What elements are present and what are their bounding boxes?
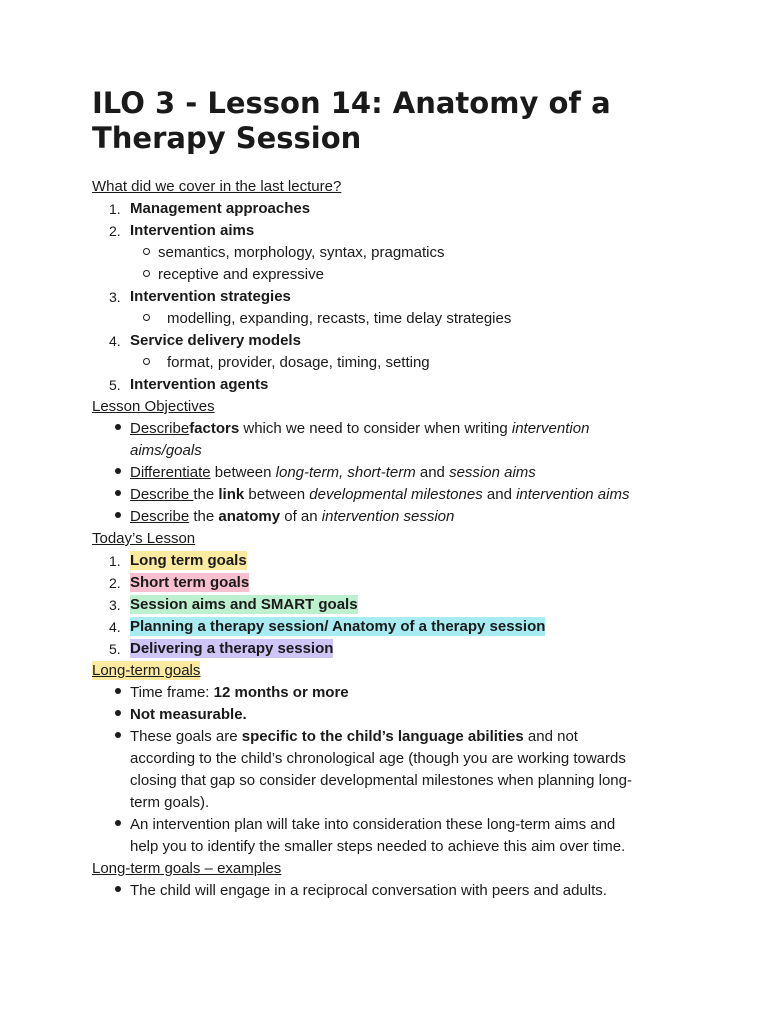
sub-list-item: format, provider, dosage, timing, setting bbox=[167, 354, 430, 371]
bullet-icon bbox=[115, 468, 121, 474]
sub-list-item: receptive and expressive bbox=[158, 266, 324, 283]
list-number: 3. bbox=[109, 597, 121, 613]
objectives-heading: Lesson Objectives bbox=[92, 398, 215, 415]
circle-bullet-icon bbox=[143, 248, 150, 255]
long-term-bullet: An intervention plan will take into consideration these long-term aims and bbox=[130, 816, 616, 833]
long-term-bullet-continued: closing that gap so consider developmental milestones when planning long- bbox=[130, 772, 632, 789]
long-term-heading: Long-term goals bbox=[92, 662, 201, 679]
circle-bullet-icon bbox=[143, 358, 150, 365]
today-item-planning: Planning a therapy session/ Anatomy of a therapy session bbox=[130, 618, 546, 635]
today-item-short-term: Short term goals bbox=[130, 574, 250, 591]
today-item-delivering: Delivering a therapy session bbox=[130, 640, 334, 657]
circle-bullet-icon bbox=[143, 314, 150, 321]
objective-item-continued: aims/goals bbox=[130, 442, 202, 459]
today-heading: Today’s Lesson bbox=[92, 530, 196, 547]
list-number: 3. bbox=[109, 289, 121, 305]
list-item: Service delivery models bbox=[130, 332, 301, 349]
list-number: 2. bbox=[109, 575, 121, 591]
long-term-bullet-continued: term goals). bbox=[130, 794, 210, 811]
bullet-icon bbox=[115, 886, 121, 892]
list-number: 4. bbox=[109, 619, 121, 635]
long-term-bullet-continued: help you to identify the smaller steps needed to achieve this aim over time. bbox=[130, 838, 626, 855]
bullet-icon bbox=[115, 710, 121, 716]
objective-item: Describe the link between developmental milestones and intervention aims bbox=[130, 486, 630, 503]
list-item: Intervention strategies bbox=[130, 288, 291, 305]
objective-item: Describe the anatomy of an intervention session bbox=[130, 508, 455, 525]
today-item-session-aims: Session aims and SMART goals bbox=[130, 596, 358, 613]
bullet-icon bbox=[115, 490, 121, 496]
long-term-bullet: These goals are specific to the child’s language abilities and not bbox=[130, 728, 578, 745]
list-number: 4. bbox=[109, 333, 121, 349]
list-number: 5. bbox=[109, 377, 121, 393]
list-item: Management approaches bbox=[130, 200, 311, 217]
bullet-icon bbox=[115, 424, 121, 430]
bullet-icon bbox=[115, 732, 121, 738]
bullet-icon bbox=[115, 820, 121, 826]
today-item-long-term: Long term goals bbox=[130, 552, 247, 569]
long-term-bullet: Not measurable. bbox=[130, 706, 247, 723]
examples-heading: Long-term goals – examples bbox=[92, 860, 282, 877]
bullet-icon bbox=[115, 512, 121, 518]
list-number: 5. bbox=[109, 641, 121, 657]
circle-bullet-icon bbox=[143, 270, 150, 277]
list-number: 1. bbox=[109, 553, 121, 569]
long-term-bullet-continued: according to the child’s chronological age (though you are working towards bbox=[130, 750, 626, 767]
bullet-icon bbox=[115, 688, 121, 694]
list-item: Intervention agents bbox=[130, 376, 269, 393]
list-item: Intervention aims bbox=[130, 222, 255, 239]
objective-item: Describefactors which we need to consider when writing intervention bbox=[130, 420, 590, 437]
objective-item: Differentiate between long-term, short-term and session aims bbox=[130, 464, 536, 481]
page-title: ILO 3 - Lesson 14: Anatomy of a Therapy Session bbox=[92, 86, 611, 155]
list-number: 1. bbox=[109, 201, 121, 217]
long-term-bullet: Time frame: 12 months or more bbox=[130, 684, 349, 701]
sub-list-item: modelling, expanding, recasts, time delay strategies bbox=[167, 310, 512, 327]
last-lecture-heading: What did we cover in the last lecture? bbox=[92, 178, 342, 195]
list-number: 2. bbox=[109, 223, 121, 239]
sub-list-item: semantics, morphology, syntax, pragmatics bbox=[158, 244, 445, 261]
example-bullet: The child will engage in a reciprocal conversation with peers and adults. bbox=[130, 882, 607, 899]
